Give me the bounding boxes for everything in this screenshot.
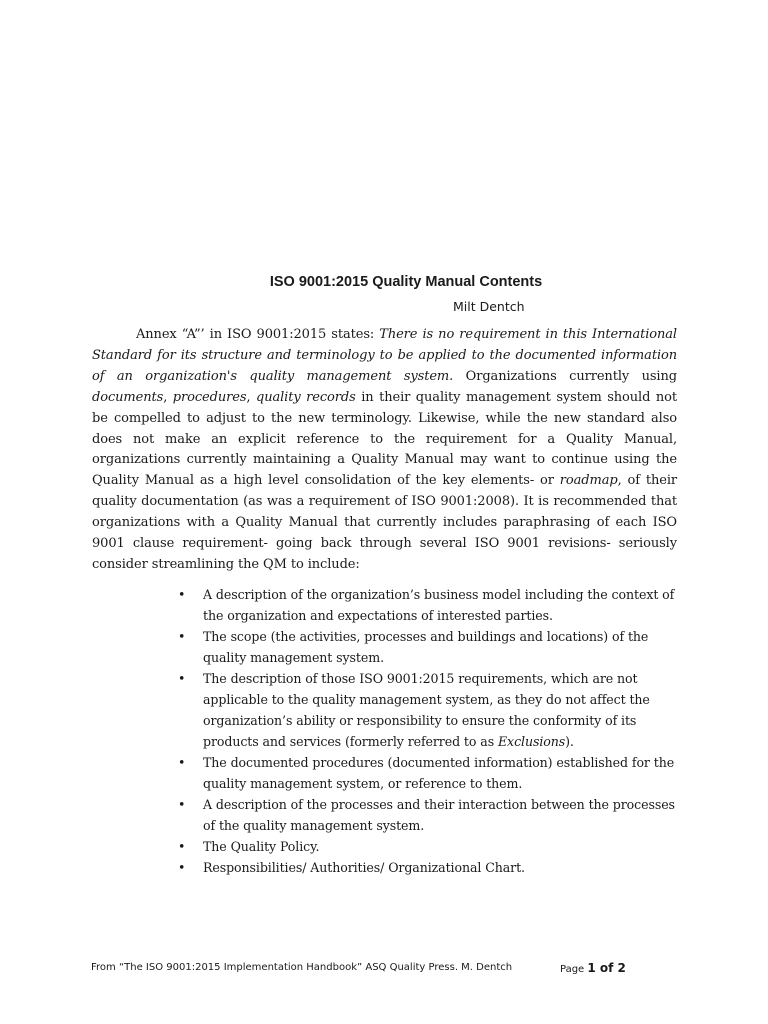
- footer-source: From “The ISO 9001:2015 Implementation Handbook” ASQ Quality Press. M. Dentch: [91, 962, 513, 973]
- bullet-icon: •: [178, 797, 186, 812]
- paragraph-text: Annex “A”’ in ISO 9001:2015 states:: [136, 327, 380, 342]
- list-item-text: The description of those ISO 9001:2015 requirements, which are not applicable to the quality management system, as they do not affect the organization’s ability or responsibility to ensure the conformity of its products and services (formerly referred to as: [203, 671, 650, 749]
- page-footer: [91, 960, 651, 976]
- list-item: [178, 857, 690, 878]
- list-item-text: Responsibilities/ Authorities/ Organizational Chart.: [203, 860, 525, 875]
- list-item: [178, 668, 690, 752]
- bullet-icon: •: [178, 755, 186, 770]
- list-item-text: A description of the organization’s business model including the context of the organization and expectations of interested parties.: [203, 587, 675, 623]
- list-item-text: The documented procedures (documented information) established for the quality management system, or reference to them.: [203, 755, 675, 791]
- document-author: Milt Dentch: [453, 299, 525, 314]
- paragraph-term: procedures: [172, 389, 247, 405]
- paragraph-text: Organizations currently using: [453, 368, 677, 384]
- paragraph-text: ,: [163, 389, 173, 405]
- bullet-icon: •: [178, 629, 186, 644]
- document-title: ISO 9001:2015 Quality Manual Contents: [269, 274, 543, 290]
- list-item: [178, 794, 690, 836]
- list-item-text: The Quality Policy.: [203, 839, 320, 854]
- paragraph-text: in their quality management system should not be compelled to adjust to the new terminology. Likewise, while the new standard also does not make an explicit reference to the requirement for a Quality Manual, organizations currently maintaining a Quality Manual may want to continue using the Quality Manual as a high level consolidation of the key elements- or: [92, 389, 677, 489]
- list-item: [178, 626, 690, 668]
- list-item: [178, 752, 690, 794]
- bullet-icon: •: [178, 839, 186, 854]
- intro-paragraph: [92, 325, 677, 576]
- bullet-icon: •: [178, 587, 186, 602]
- page-number: 1 of 2: [587, 961, 626, 975]
- list-item-text: The scope (the activities, processes and buildings and locations) of the quality management system.: [203, 629, 649, 665]
- page-label: Page: [560, 964, 588, 975]
- paragraph-text: ,: [246, 389, 256, 405]
- list-item-term: Exclusions: [497, 734, 566, 749]
- paragraph-quote: There is no requirement in this International Standard for its structure and terminology to be applied to the documented information of an organization's quality management system.: [92, 327, 677, 384]
- paragraph-text: , of their quality documentation (as was a requirement of ISO 9001:2008). It is recommended that organizations with a Quality Manual that currently includes paraphrasing of each ISO 9001 clause requirement- going back through several ISO 9001 revisions- seriously consider streamlining the QM to include:: [92, 473, 677, 572]
- contents-list: [178, 584, 690, 878]
- bullet-icon: •: [178, 860, 186, 875]
- list-item: [178, 584, 690, 626]
- list-item-text: ).: [565, 734, 574, 749]
- page-indicator: [560, 960, 626, 978]
- paragraph-term: quality records: [255, 389, 356, 405]
- list-item-text: A description of the processes and their interaction between the processes of the quality management system.: [203, 797, 675, 833]
- bullet-icon: •: [178, 671, 186, 686]
- paragraph-term: documents: [92, 389, 164, 405]
- list-item: [178, 836, 690, 857]
- paragraph-term: roadmap: [559, 473, 618, 489]
